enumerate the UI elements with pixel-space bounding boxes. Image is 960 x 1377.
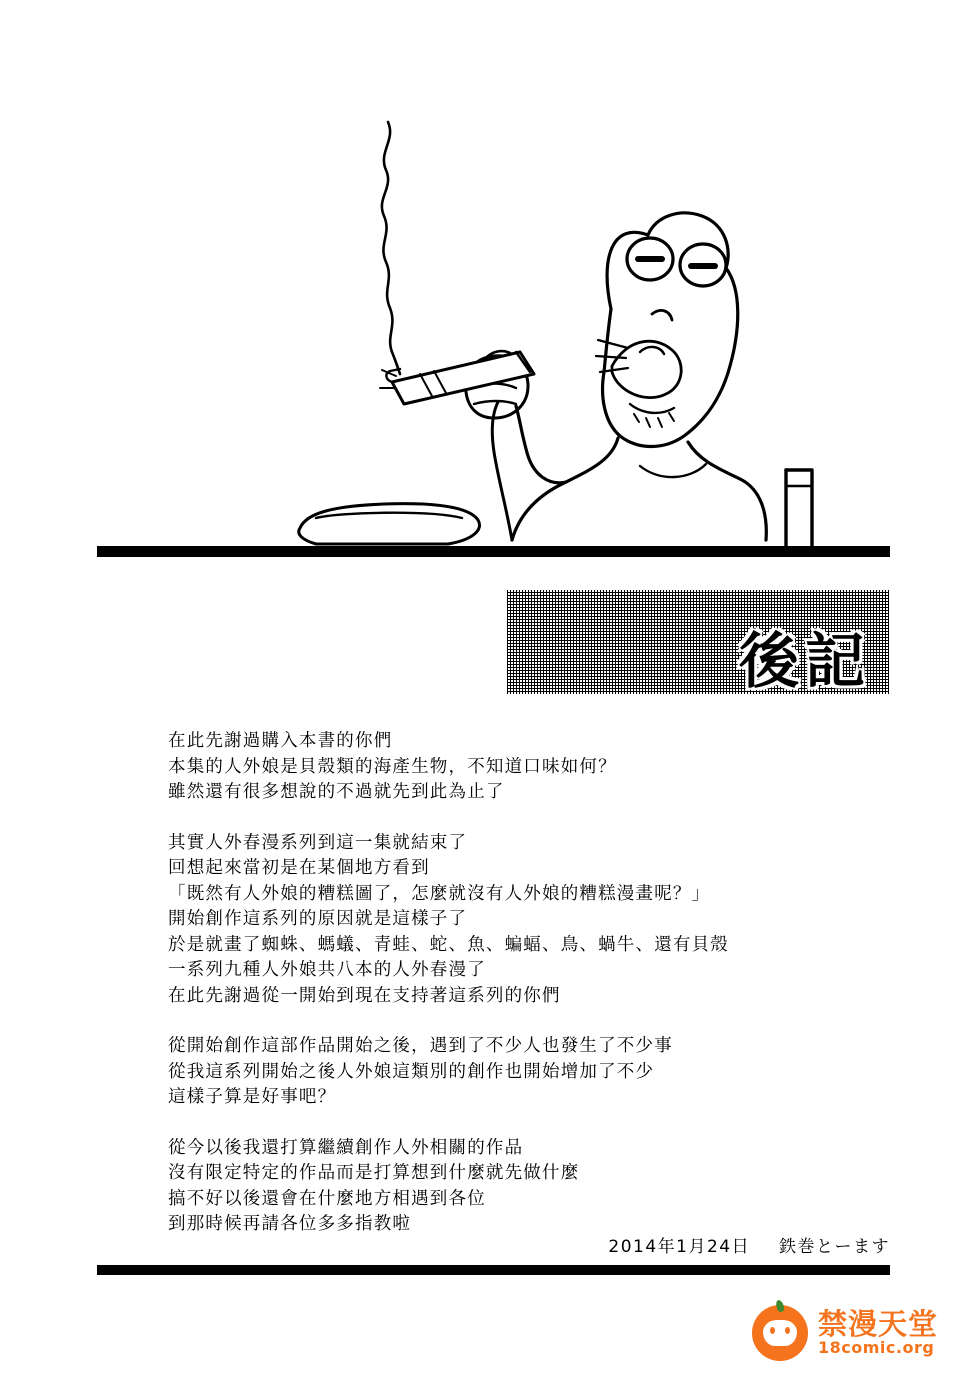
afterword-banner [507, 590, 889, 697]
afterword-line: 於是就畫了蜘蛛、螞蟻、青蛙、蛇、魚、蝙蝠、鳥、蝸牛、還有貝殼 [168, 934, 729, 955]
afterword-line: 「既然有人外娘的糟糕圖了，怎麼就沒有人外娘的糟糕漫畫呢？」 [168, 883, 711, 904]
afterword-line: 本集的人外娘是貝殼類的海產生物，不知道口味如何？ [168, 756, 617, 777]
afterword-text [168, 729, 888, 1263]
afterword-line: 開始創作這系列的原因就是這樣子了 [168, 909, 468, 929]
afterword-paragraph [168, 729, 888, 806]
afterword-line: 搞不好以後還會在什麼地方相遇到各位 [168, 1188, 486, 1209]
signature [500, 1232, 890, 1257]
afterword-line: 從我這系列開始之後人外娘這類別的創作也開始增加了不少 [168, 1061, 655, 1082]
afterword-line: 這樣子算是好事吧？ [168, 1087, 337, 1107]
signature-date: 2014年1月24日 [608, 1237, 751, 1257]
bottom-divider-rule [97, 1265, 890, 1275]
afterword-line: 從開始創作這部作品開始之後，遇到了不少人也發生了不少事 [168, 1036, 673, 1056]
afterword-line: 回想起來當初是在某個地方看到 [168, 858, 430, 878]
watermark-text [818, 1309, 938, 1356]
afterword-line: 雖然還有很多想說的不過就先到此為止了 [168, 782, 505, 802]
afterword-paragraph [168, 1136, 888, 1238]
desk-divider-rule [97, 546, 890, 557]
afterword-line: 從今以後我還打算繼續創作人外相關的作品 [168, 1137, 524, 1158]
afterword-line: 在此先謝過購入本書的你們 [168, 731, 393, 751]
afterword-line: 其實人外春漫系列到這一集就結束了 [168, 832, 468, 853]
smoking-character-illustration [0, 0, 960, 580]
signature-author: 鉄巻とーます [779, 1237, 890, 1257]
afterword-line: 在此先謝過從一開始到現在支持著這系列的你們 [168, 985, 561, 1006]
mandarin-logo-icon [752, 1305, 808, 1361]
page-title: 後記 [739, 627, 871, 697]
afterword-paragraph [168, 1034, 888, 1111]
site-watermark [752, 1305, 938, 1361]
watermark-title: 禁漫天堂 [817, 1307, 938, 1342]
afterword-paragraph [168, 831, 888, 1010]
illustration-area [0, 0, 960, 580]
afterword-line: 一系列九種人外娘共八本的人外春漫了 [168, 960, 486, 980]
logo-face-icon [763, 1320, 797, 1346]
afterword-line: 沒有限定特定的作品而是打算想到什麼就先做什麼 [168, 1163, 580, 1183]
watermark-url: 18comic.org [817, 1337, 935, 1357]
afterword-line: 到那時候再請各位多多指教啦 [168, 1214, 412, 1234]
